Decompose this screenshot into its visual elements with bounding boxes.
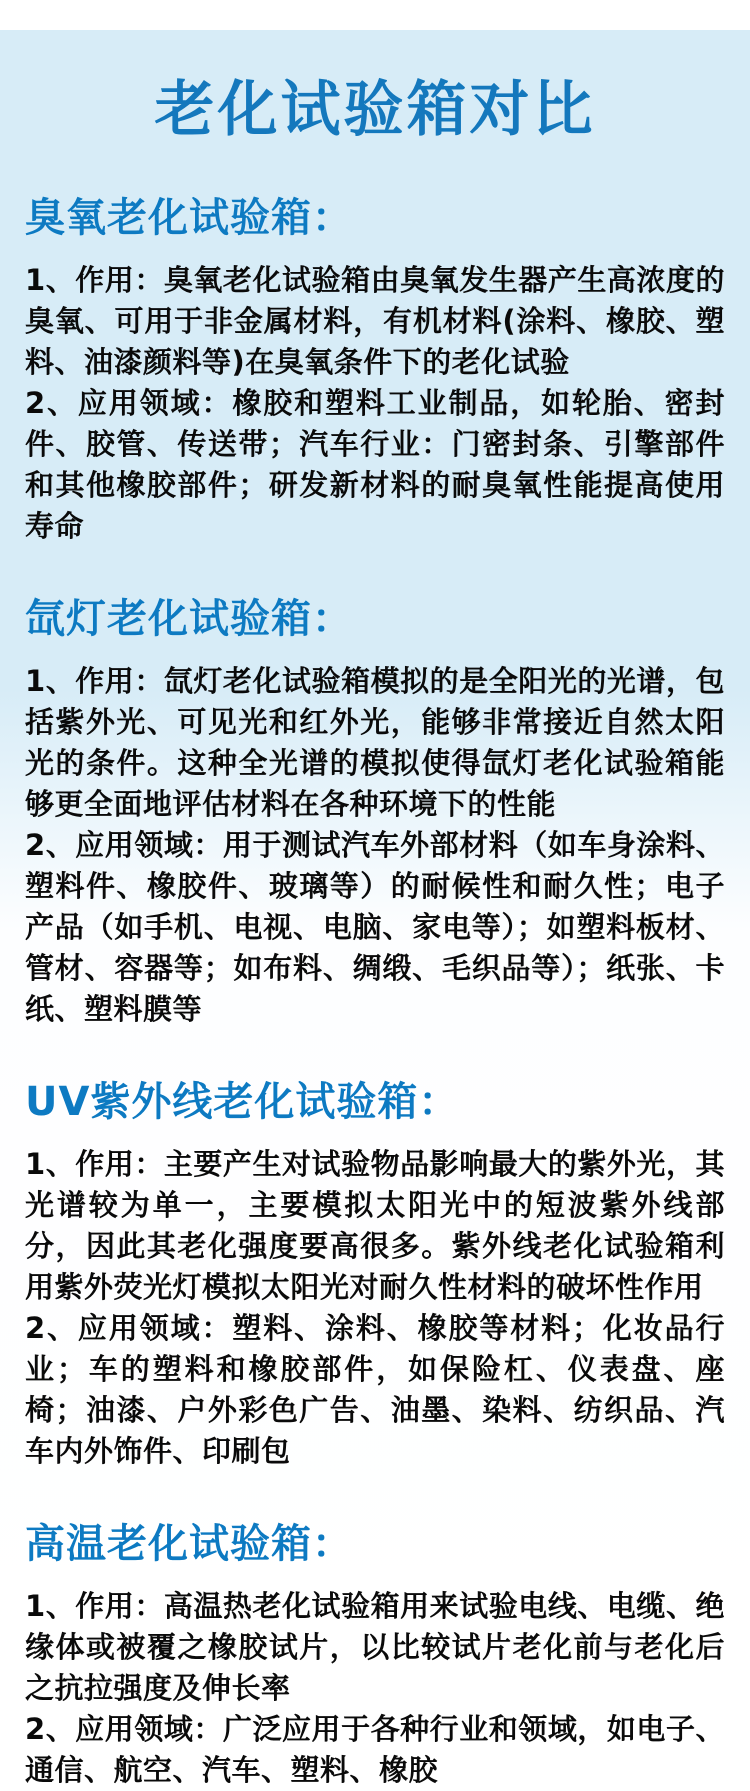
section-heading-xenon: 氙灯老化试验箱： <box>25 596 353 642</box>
section-paragraph-applications: 2、应用领域：广泛应用于各种行业和领域，如电子、通信、航空、汽车、塑料、橡胶 <box>25 1712 725 1787</box>
section-heading-ozone: 臭氧老化试验箱： <box>25 195 353 241</box>
section-paragraph-function: 1、作用：主要产生对试验物品影响最大的紫外光，其光谱较为单一，主要模拟太阳光中的短波紫外线部分，因此其老化强度要高很多。紫外线老化试验箱利用紫外荧光灯模拟太阳光对耐久性材料的破坏性作用 <box>25 1147 725 1304</box>
section-heading-uv: UV紫外线老化试验箱： <box>25 1079 460 1125</box>
page-title: 老化试验箱对比 <box>154 75 596 145</box>
section-paragraph-applications: 2、应用领域：橡胶和塑料工业制品，如轮胎、密封件、胶管、传送带；汽车行业：门密封条、引擎部件和其他橡胶部件；研发新材料的耐臭氧性能提高使用寿命 <box>25 386 725 543</box>
section-high-temp-chamber <box>25 1520 725 1791</box>
section-paragraph-applications: 2、应用领域：塑料、涂料、橡胶等材料；化妆品行业；车的塑料和橡胶部件，如保险杠、仪表盘、座椅；油漆、户外彩色广告、油墨、染料、纺织品、汽车内外饰件、印刷包 <box>25 1311 725 1468</box>
section-uv-chamber <box>25 1078 725 1472</box>
section-ozone-chamber <box>25 194 725 547</box>
section-heading-high-temp: 高温老化试验箱： <box>25 1521 353 1567</box>
section-paragraph-function: 1、作用：臭氧老化试验箱由臭氧发生器产生高浓度的臭氧、可用于非金属材料，有机材料(涂料、橡胶、塑料、油漆颜料等)在臭氧条件下的老化试验 <box>25 263 725 379</box>
section-paragraph-function: 1、作用：高温热老化试验箱用来试验电线、电缆、绝缘体或被覆之橡胶试片，以比较试片老化前与老化后之抗拉强度及伸长率 <box>25 1589 725 1705</box>
infographic-body <box>0 30 750 1787</box>
section-xenon-chamber <box>25 595 725 1030</box>
section-paragraph-applications: 2、应用领域：用于测试汽车外部材料（如车身涂料、塑料件、橡胶件、玻璃等）的耐候性和耐久性；电子产品（如手机、电视、电脑、家电等）；如塑料板材、管材、容器等；如布料、绸缎、毛织品等）；纸张、卡纸、塑料膜等 <box>25 828 725 1026</box>
section-paragraph-function: 1、作用：氙灯老化试验箱模拟的是全阳光的光谱，包括紫外光、可见光和红外光，能够非常接近自然太阳光的条件。这种全光谱的模拟使得氙灯老化试验箱能够更全面地评估材料在各种环境下的性能 <box>25 664 725 821</box>
top-white-strip <box>0 0 750 30</box>
